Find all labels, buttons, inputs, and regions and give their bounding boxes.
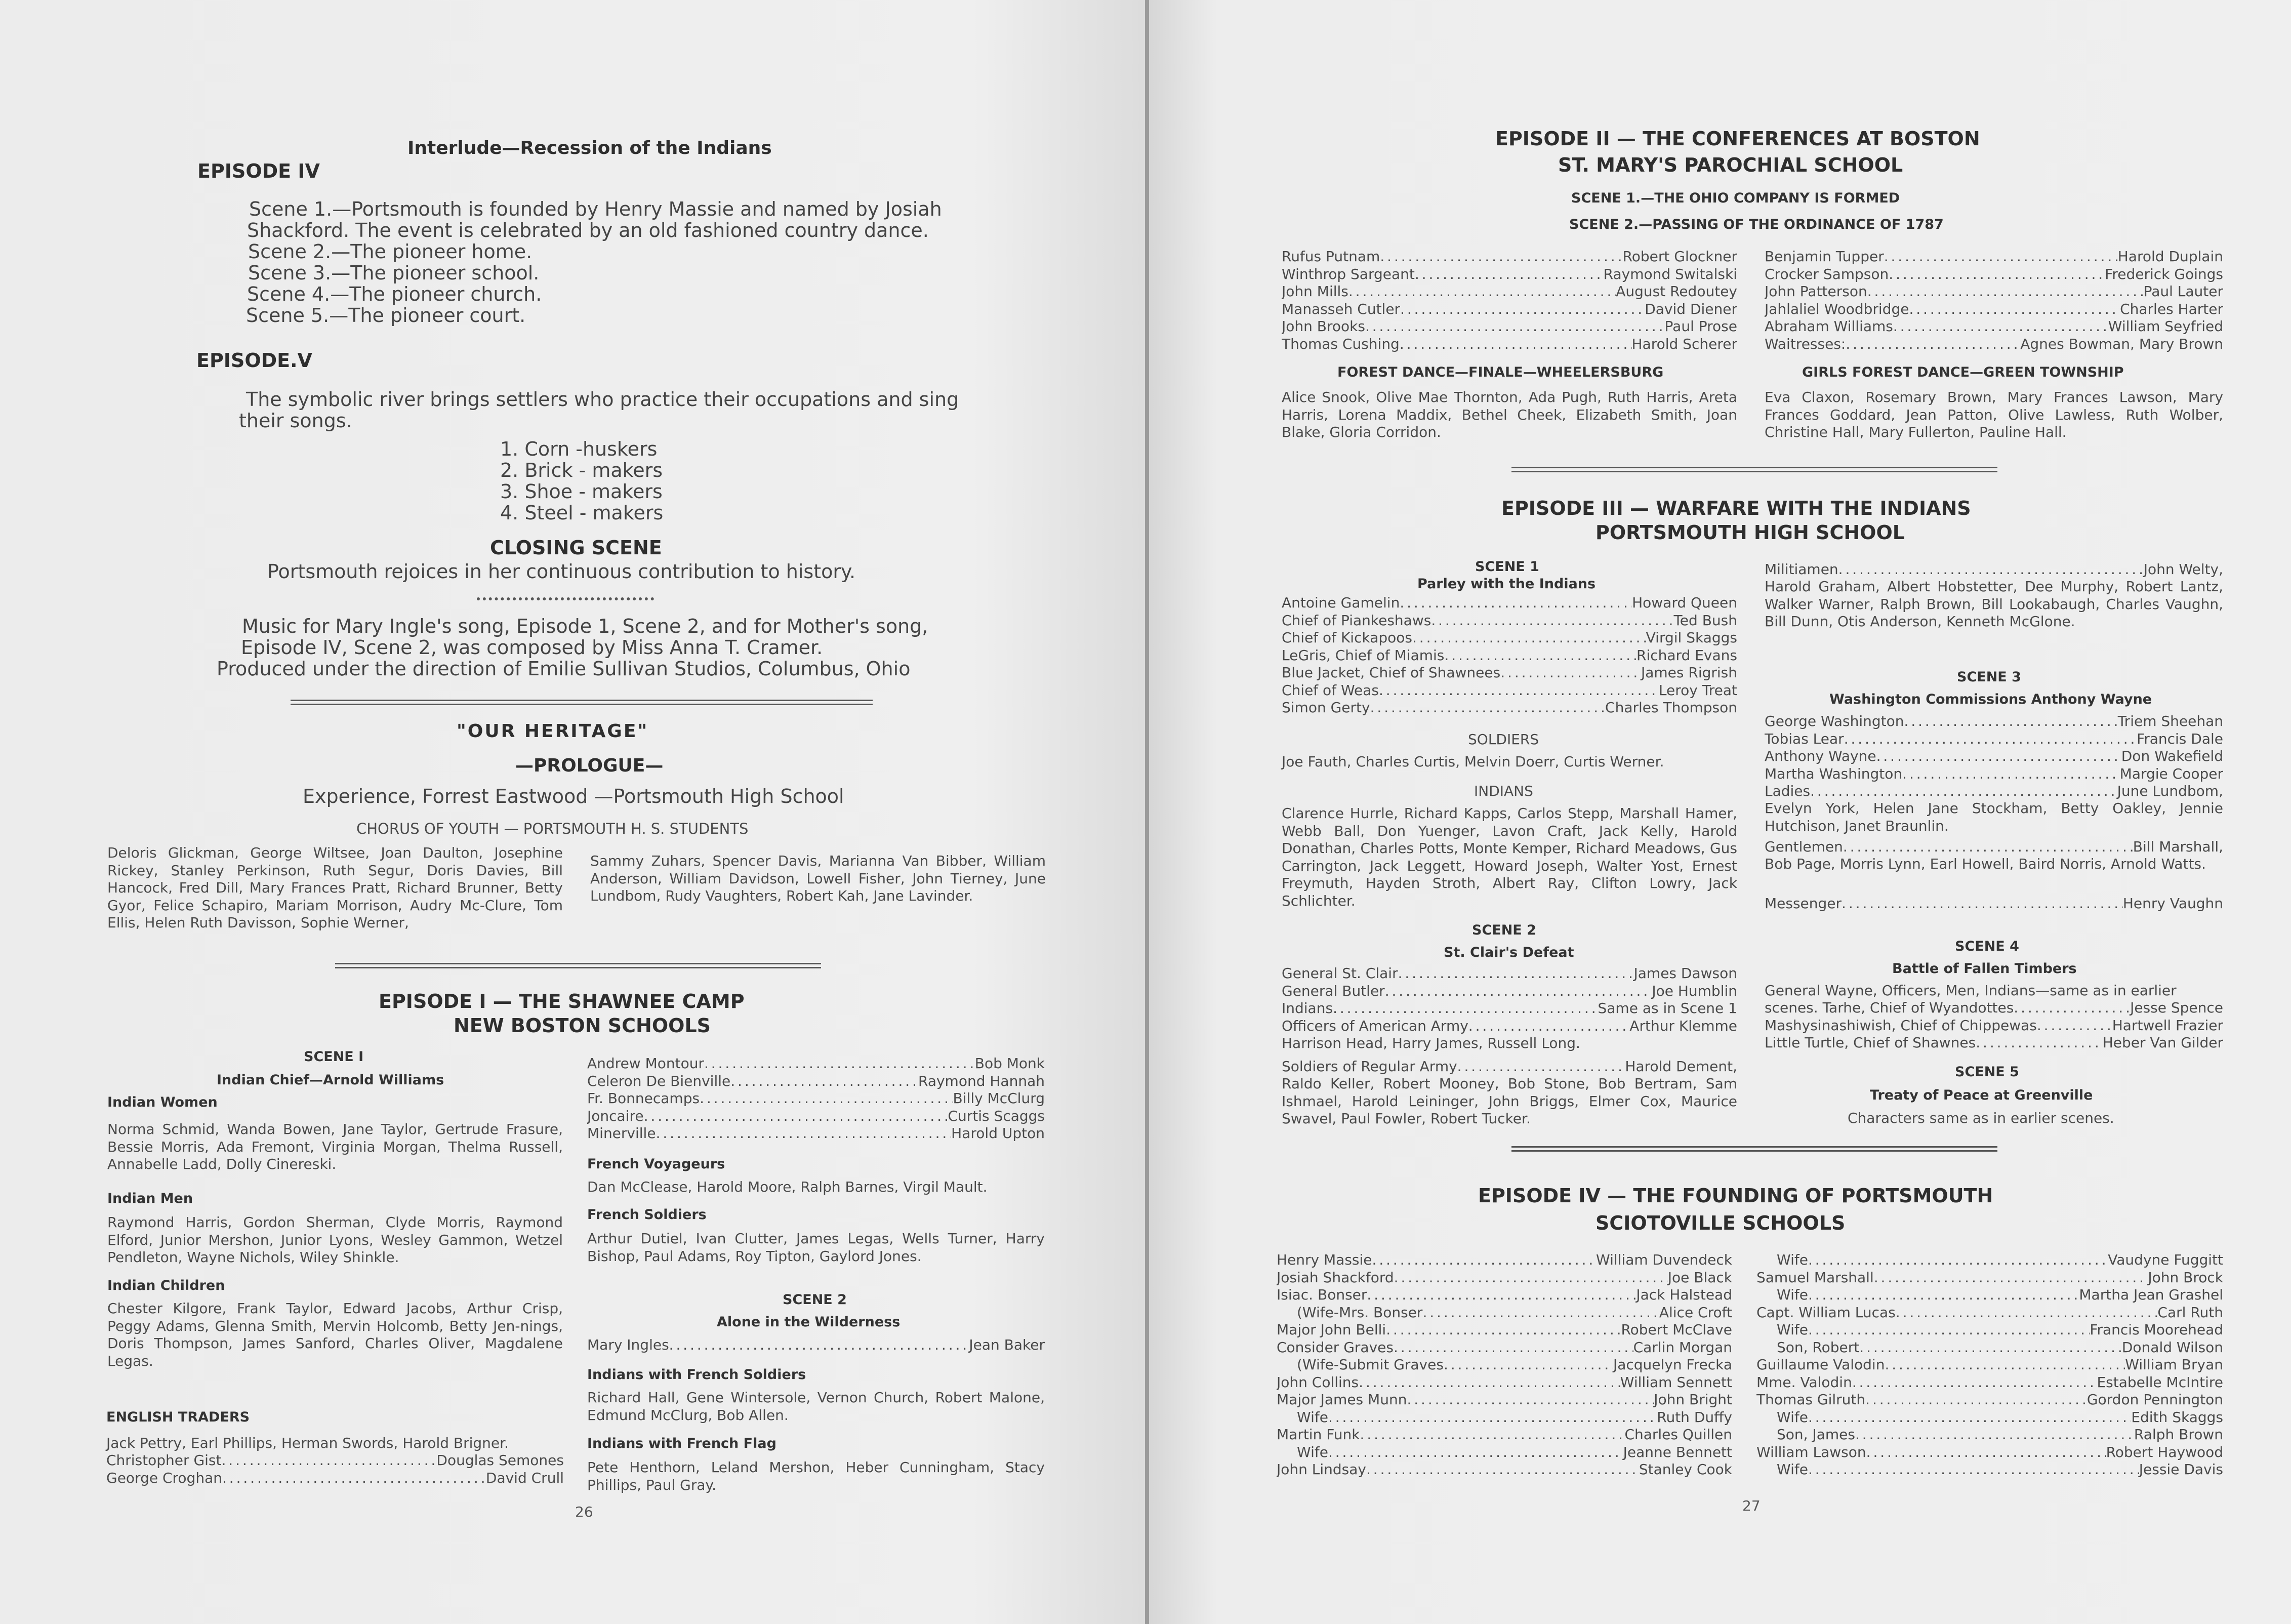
cast-row: Thomas Gilruth . . . Gordon Pennington xyxy=(1756,1391,2223,1409)
cast-row: Major John Belli . . . Robert McClave xyxy=(1277,1321,1732,1339)
music-credit-line: Produced under the direction of Emilie Sullivan Studios, Columbus, Ohio xyxy=(217,658,911,680)
cast-row: William Lawson . . . Robert Haywood xyxy=(1756,1444,2223,1461)
cast-row: Soldiers of Regular Army . . . Harold Dement, xyxy=(1282,1058,1737,1076)
ep3-scene4-cast xyxy=(1765,999,2223,1052)
ep4-scene-line: Scene 2.—The pioneer home. xyxy=(248,240,533,263)
cast-row: Christopher Gist . . . Douglas Semones xyxy=(106,1452,564,1470)
group-heading: Indian Men xyxy=(107,1191,193,1206)
scene-subheading: St. Clair's Defeat xyxy=(1444,945,1574,960)
cast-row: Thomas Cushing . . . Harold Scherer xyxy=(1282,336,1737,353)
cast-row: Wife . . . Vaudyne Fuggitt xyxy=(1756,1251,2223,1269)
episode-v-heading: EPISODE.V xyxy=(196,349,312,372)
prologue-line: Experience, Forrest Eastwood —Portsmouth High School xyxy=(303,785,844,807)
section-divider xyxy=(1511,1146,1997,1152)
ep4-scene-line: Shackford. The event is celebrated by an old fashioned country dance. xyxy=(247,219,929,241)
cast-row: Rufus Putnam . . . Robert Glockner xyxy=(1282,248,1737,266)
left-page xyxy=(0,0,1145,1624)
closing-scene-heading: CLOSING SCENE xyxy=(490,537,662,559)
cast-row: Isiac. Bonser . . . Jack Halstead xyxy=(1277,1286,1732,1304)
ep4-scene-line: Scene 1.—Portsmouth is founded by Henry Massie and named by Josiah xyxy=(249,198,942,220)
ep4-scene-line: Scene 4.—The pioneer church. xyxy=(247,283,542,305)
cast-row: Ladies . . . June Lundbom, xyxy=(1765,783,2223,800)
cast-row: Minerville . . . Harold Upton xyxy=(587,1125,1045,1143)
interlude-heading: Interlude—Recession of the Indians xyxy=(407,138,772,158)
cast-row: Gentlemen . . . Bill Marshall, xyxy=(1765,838,2223,856)
episode-iii-heading: EPISODE III — WARFARE WITH THE INDIANS xyxy=(1501,497,1971,519)
scene-subheading: Alone in the Wilderness xyxy=(717,1314,901,1330)
ep2-cast-left xyxy=(1282,248,1737,353)
cast-row: Consider Graves . . . Carlin Morgan xyxy=(1277,1339,1732,1357)
forest-dance-names: Alice Snook, Olive Mae Thornton, Ada Pugh, Ruth Harris, Areta Harris, Lorena Maddix, Bethel Cheek, Elizabeth Smith, Joan Blake, Gloria Corridon. xyxy=(1282,389,1737,440)
regular-army-cast xyxy=(1282,1058,1737,1076)
section-divider xyxy=(1511,467,1997,472)
group-heading: SOLDIERS xyxy=(1468,731,1539,748)
ladies-extra: Evelyn York, Helen Jane Stockham, Betty Oakley, Jennie Hutchison, Janet Braunlin. xyxy=(1765,800,2223,834)
alone-cast xyxy=(587,1336,1045,1354)
episode-iv-heading: EPISODE IV xyxy=(197,160,320,182)
cast-row: Major James Munn . . . John Bright xyxy=(1277,1391,1732,1409)
cast-row: Celeron De Bienville . . . Raymond Hannah xyxy=(587,1073,1045,1090)
cast-row: John Lindsay . . . Stanley Cook xyxy=(1277,1461,1732,1479)
cast-row: Guillaume Valodin . . . William Bryan xyxy=(1756,1356,2223,1374)
episode-i-school: NEW BOSTON SCHOOLS xyxy=(454,1014,711,1037)
girls-forest-names: Eva Claxon, Rosemary Brown, Mary Frances Lawson, Mary Frances Goddard, Jean Patton, Olive Lawless, Ruth Wolber, Christine Hall, Mary Fullerton, Pauline Hall. xyxy=(1765,389,2223,440)
cast-row: Son, Robert . . . Donald Wilson xyxy=(1756,1339,2223,1357)
militiamen-names: Harold Graham, Albert Hobstetter, Dee Murphy, Robert Lantz, Walker Warner, Ralph Brown, Bill Lookabaugh, Charles Vaughn, Bill Dunn, Otis Anderson, Kenneth McGlone. xyxy=(1765,578,2223,630)
scene-heading: SCENE 1 xyxy=(1475,559,1539,575)
section-divider xyxy=(335,963,821,968)
cast-row: John Patterson . . . Paul Lauter xyxy=(1765,283,2223,301)
cast-row: (Wife-Mrs. Bonser . . . Alice Croft xyxy=(1277,1304,1732,1322)
cast-row: Crocker Sampson . . . Frederick Goings xyxy=(1765,266,2223,283)
ep5-list-item: 4. Steel - makers xyxy=(500,502,664,524)
gentlemen-extra: Bob Page, Morris Lynn, Earl Howell, Baird Norris, Arnold Watts. xyxy=(1765,856,2206,872)
dotted-divider xyxy=(477,597,654,600)
gentlemen-cast xyxy=(1765,838,2223,856)
cast-row: Chief of Piankeshaws . . . Ted Bush xyxy=(1282,612,1737,630)
cast-row: John Collins . . . William Sennett xyxy=(1277,1374,1732,1392)
ep3-scene2-cast xyxy=(1282,965,1737,1035)
ep4-scene-line: Scene 3.—The pioneer school. xyxy=(248,262,540,284)
ep2-cast-right xyxy=(1765,248,2223,353)
right-page xyxy=(1149,0,2291,1624)
ep5-text: their songs. xyxy=(239,410,352,432)
cast-row: Militiamen . . . John Welty, xyxy=(1765,561,2223,579)
cast-row: Henry Massie . . . William Duvendeck xyxy=(1277,1251,1732,1269)
indians-names: Clarence Hurrle, Richard Kapps, Carlos Stepp, Marshall Hamer, Webb Ball, Don Yuenger, Lavon Craft, Jack Kelly, Harold Donathan, Charles Potts, Monte Kemper, Richard Meadows, Gus Carrington, Jack Leggett, Howard Joseph, Walter Yost, Ernest Freymuth, Hayden Stroth, Albert Ray, Clifton Lowry, Jack Schlichter. xyxy=(1282,805,1737,909)
cast-row: Jahlaliel Woodbridge . . . Charles Harter xyxy=(1765,301,2223,318)
scene-heading: SCENE I xyxy=(304,1049,364,1065)
scene-heading: SCENE 1.—THE OHIO COMPANY IS FORMED xyxy=(1571,190,1900,206)
scene-subheading: Treaty of Peace at Greenville xyxy=(1870,1087,2093,1103)
cast-row: Abraham Williams . . . William Seyfried xyxy=(1765,318,2223,336)
episode-ii-school: ST. MARY'S PAROCHIAL SCHOOL xyxy=(1558,154,1903,176)
cast-row: Josiah Shackford . . . Joe Black xyxy=(1277,1269,1732,1287)
cast-row: Son, James . . . Ralph Brown xyxy=(1756,1426,2223,1444)
cast-row: Waitresses: . . . Agnes Bowman, Mary Brown xyxy=(1765,336,2223,353)
cast-row: Wife . . . Francis Moorehead xyxy=(1756,1321,2223,1339)
cast-row: scenes. Tarhe, Chief of Wyandottes . . . Jesse Spence xyxy=(1765,999,2223,1017)
scene-subheading: Battle of Fallen Timbers xyxy=(1892,961,2077,977)
cast-row: Wife . . . Jeanne Bennett xyxy=(1277,1444,1732,1461)
chorus-line: CHORUS OF YOUTH — PORTSMOUTH H. S. STUDENTS xyxy=(356,820,749,837)
cast-row: Wife . . . Martha Jean Grashel xyxy=(1756,1286,2223,1304)
group-heading: French Soldiers xyxy=(587,1207,707,1223)
cast-row: Blue Jacket, Chief of Shawnees . . . James Rigrish xyxy=(1282,664,1737,682)
scene-heading: SCENE 4 xyxy=(1955,939,2019,954)
group-heading: FOREST DANCE—FINALE—WHEELERSBURG xyxy=(1337,364,1664,380)
cast-row: Manasseh Cutler . . . David Diener xyxy=(1282,301,1737,318)
music-credit-line: Music for Mary Ingle's song, Episode 1, Scene 2, and for Mother's song, xyxy=(242,615,928,637)
regular-army-names: Raldo Keller, Robert Mooney, Bob Stone, Bob Bertram, Sam Ishmael, Harold Leininger, John Briggs, Elmer Cox, Maurice Swavel, Paul Fowler, Robert Tucker. xyxy=(1282,1075,1737,1127)
ep5-list-item: 2. Brick - makers xyxy=(500,459,663,481)
cast-row: Mary Ingles . . . Jean Baker xyxy=(587,1336,1045,1354)
episode-iv-heading: EPISODE IV — THE FOUNDING OF PORTSMOUTH xyxy=(1478,1185,1993,1207)
cast-row: Little Turtle, Chief of Shawnes . . . Heber Van Gilder xyxy=(1765,1034,2223,1052)
heritage-title: "OUR HERITAGE" xyxy=(457,721,649,742)
cast-row: Winthrop Sargeant . . . Raymond Switalski xyxy=(1282,266,1737,283)
cast-row: Benjamin Tupper . . . Harold Duplain xyxy=(1765,248,2223,266)
ep3-scene3-cast xyxy=(1765,713,2223,800)
cast-row: Officers of American Army . . . Arthur Klemme xyxy=(1282,1018,1737,1035)
cast-row: (Wife-Submit Graves . . . Jacquelyn Frecka xyxy=(1277,1356,1732,1374)
scene-heading: SCENE 5 xyxy=(1955,1064,2019,1080)
episode-iii-school: PORTSMOUTH HIGH SCHOOL xyxy=(1595,521,1905,544)
cast-row: John Brooks . . . Paul Prose xyxy=(1282,318,1737,336)
cast-row: Wife . . . Edith Skaggs xyxy=(1756,1409,2223,1427)
cast-row: Samuel Marshall . . . John Brock xyxy=(1756,1269,2223,1287)
cast-row: Chief of Kickapoos . . . Virgil Skaggs xyxy=(1282,629,1737,647)
prologue-heading: —PROLOGUE— xyxy=(515,755,664,776)
scene-subheading: Indian Chief—Arnold Williams xyxy=(217,1072,444,1088)
cast-row: George Washington . . . Triem Sheehan xyxy=(1765,713,2223,730)
group-heading: Indian Children xyxy=(107,1278,225,1293)
cast-row: Antoine Gamelin . . . Howard Queen xyxy=(1282,594,1737,612)
episode-i-heading: EPISODE I — THE SHAWNEE CAMP xyxy=(379,990,745,1012)
group-heading: INDIANS xyxy=(1474,783,1533,799)
french-voyageurs-names: Dan McClease, Harold Moore, Ralph Barnes, Virgil Mault. xyxy=(587,1179,988,1195)
cast-row: Mashysinashiwish, Chief of Chippewas . . . Hartwell Frazier xyxy=(1765,1017,2223,1035)
chorus-names-left: Deloris Glickman, George Wiltsee, Joan Daulton, Josephine Rickey, Stanley Perkinson, Ruth Segur, Doris Davies, Bill Hancock, Fred Dill, Mary Frances Pratt, Richard Brunner, Betty Gyor, Felice Schapiro, Mariam Morrison, Audry Mc-Clure, Tom Ellis, Helen Ruth Davisson, Sophie Werner, xyxy=(107,844,563,931)
chorus-names-right: Sammy Zuhars, Spencer Davis, Marianna Van Bibber, William Anderson, William Davidson, Lowell Fisher, John Tierney, June Lundbom, Rudy Vaughters, Robert Kah, Jane Lavinder. xyxy=(590,852,1046,904)
group-heading: GIRLS FOREST DANCE—GREEN TOWNSHIP xyxy=(1802,364,2124,380)
cast-row: Wife . . . Jessie Davis xyxy=(1756,1461,2223,1479)
indian-children-names: Chester Kilgore, Frank Taylor, Edward Jacobs, Arthur Crisp, Peggy Adams, Glenna Smith, Mervin Holcomb, Betty Jen-nings, Doris Thompson, James Sanford, Charles Oliver, Magdalene Legas. xyxy=(107,1300,563,1369)
cast-row: John Mills . . . August Redoutey xyxy=(1282,283,1737,301)
scene-subheading: Washington Commissions Anthony Wayne xyxy=(1829,692,2152,707)
cast-row: Andrew Montour . . . Bob Monk xyxy=(587,1055,1045,1073)
group-heading: Indians with French Flag xyxy=(587,1436,776,1451)
messenger-cast xyxy=(1765,895,2223,913)
episode-ii-heading: EPISODE II — THE CONFERENCES AT BOSTON xyxy=(1495,128,1980,150)
cast-row: Messenger . . . Henry Vaughn xyxy=(1765,895,2223,913)
cast-row: Wife . . . Ruth Duffy xyxy=(1277,1409,1732,1427)
cast-row: Martin Funk . . . Charles Quillen xyxy=(1277,1426,1732,1444)
officers-extra: Harrison Head, Harry James, Russell Long. xyxy=(1282,1035,1580,1051)
cast-row: General St. Clair . . . James Dawson xyxy=(1282,965,1737,983)
ep4-cast-right xyxy=(1756,1251,2223,1479)
episode-iv-school: SCIOTOVILLE SCHOOLS xyxy=(1595,1212,1846,1234)
soldiers-names: Joe Fauth, Charles Curtis, Melvin Doerr, Curtis Werner. xyxy=(1282,753,1664,770)
ep5-list-item: 1. Corn -huskers xyxy=(500,438,658,460)
indian-men-names: Raymond Harris, Gordon Sherman, Clyde Morris, Raymond Elford, Junior Mershon, Junior Lyons, Wesley Gammon, Wetzel Pendleton, Wayne Nichols, Wiley Shinkle. xyxy=(107,1214,563,1266)
ep4-scene-line: Scene 5.—The pioneer court. xyxy=(246,304,526,327)
cast-row: Tobias Lear . . . Francis Dale xyxy=(1765,730,2223,748)
group-heading: Indians with French Soldiers xyxy=(587,1367,806,1383)
scene4-text: General Wayne, Officers, Men, Indians—same as in earlier xyxy=(1765,982,2177,999)
group-heading: French Voyageurs xyxy=(587,1156,725,1172)
cast-row: Chief of Weas . . . Leroy Treat xyxy=(1282,682,1737,700)
page-number: 27 xyxy=(1742,1497,1761,1514)
scene-heading: SCENE 2 xyxy=(1472,922,1536,938)
music-credit-line: Episode IV, Scene 2, was composed by Miss Anna T. Cramer. xyxy=(241,636,823,659)
ep4-cast-left xyxy=(1277,1251,1732,1479)
cast-row: Mme. Valodin . . . Estabelle McIntire xyxy=(1756,1374,2223,1392)
scene-heading: SCENE 2 xyxy=(783,1292,847,1308)
cast-row: Anthony Wayne . . . Don Wakefield xyxy=(1765,748,2223,765)
cast-row: Joncaire . . . Curtis Scaggs xyxy=(587,1108,1045,1125)
page-number: 26 xyxy=(575,1504,593,1520)
cast-row: Fr. Bonnecamps . . . Billy McClurg xyxy=(587,1090,1045,1108)
scene-subheading: Parley with the Indians xyxy=(1417,576,1596,592)
cast-row: General Butler . . . Joe Humblin xyxy=(1282,983,1737,1000)
cast-row: LeGris, Chief of Miamis . . . Richard Evans xyxy=(1282,647,1737,665)
indian-women-names: Norma Schmid, Wanda Bowen, Jane Taylor, Gertrude Frasure, Bessie Morris, Ada Fremont, Virginia Morgan, Thelma Russell, Annabelle Ladd, Dolly Cinereski. xyxy=(107,1121,563,1172)
english-traders-names: Jack Pettry, Earl Phillips, Herman Swords, Harold Brigner. xyxy=(106,1435,509,1451)
cast-row: Simon Gerty . . . Charles Thompson xyxy=(1282,699,1737,717)
cast-row: Martha Washington . . . Margie Cooper xyxy=(1765,765,2223,783)
french-cast xyxy=(587,1055,1045,1143)
group-heading: ENGLISH TRADERS xyxy=(106,1409,250,1425)
ep3-scene1-cast xyxy=(1282,594,1737,717)
closing-scene-text: Portsmouth rejoices in her continuous contribution to history. xyxy=(267,560,856,583)
cast-row: Capt. William Lucas . . . Carl Ruth xyxy=(1756,1304,2223,1322)
ep5-text: The symbolic river brings settlers who practice their occupations and sing xyxy=(246,388,959,411)
militiamen-cast xyxy=(1765,561,2223,579)
section-divider xyxy=(291,700,873,705)
indians-french-flag-names: Pete Henthorn, Leland Mershon, Heber Cunningham, Stacy Phillips, Paul Gray. xyxy=(587,1459,1045,1493)
traders-cast xyxy=(106,1452,564,1487)
indians-french-soldiers-names: Richard Hall, Gene Wintersole, Vernon Church, Robert Malone, Edmund McClurg, Bob Allen. xyxy=(587,1389,1045,1424)
scene5-text: Characters same as in earlier scenes. xyxy=(1848,1110,2114,1126)
french-soldiers-names: Arthur Dutiel, Ivan Clutter, James Legas, Wells Turner, Harry Bishop, Paul Adams, Roy Tipton, Gaylord Jones. xyxy=(587,1230,1045,1265)
cast-row: Indians . . . Same as in Scene 1 xyxy=(1282,1000,1737,1018)
scene-heading: SCENE 2.—PASSING OF THE ORDINANCE OF 1787 xyxy=(1569,217,1944,232)
group-heading: Indian Women xyxy=(107,1094,218,1110)
cast-row: George Croghan . . . David Crull xyxy=(106,1470,564,1487)
ep5-list-item: 3. Shoe - makers xyxy=(500,480,663,503)
scene-heading: SCENE 3 xyxy=(1957,669,2021,685)
